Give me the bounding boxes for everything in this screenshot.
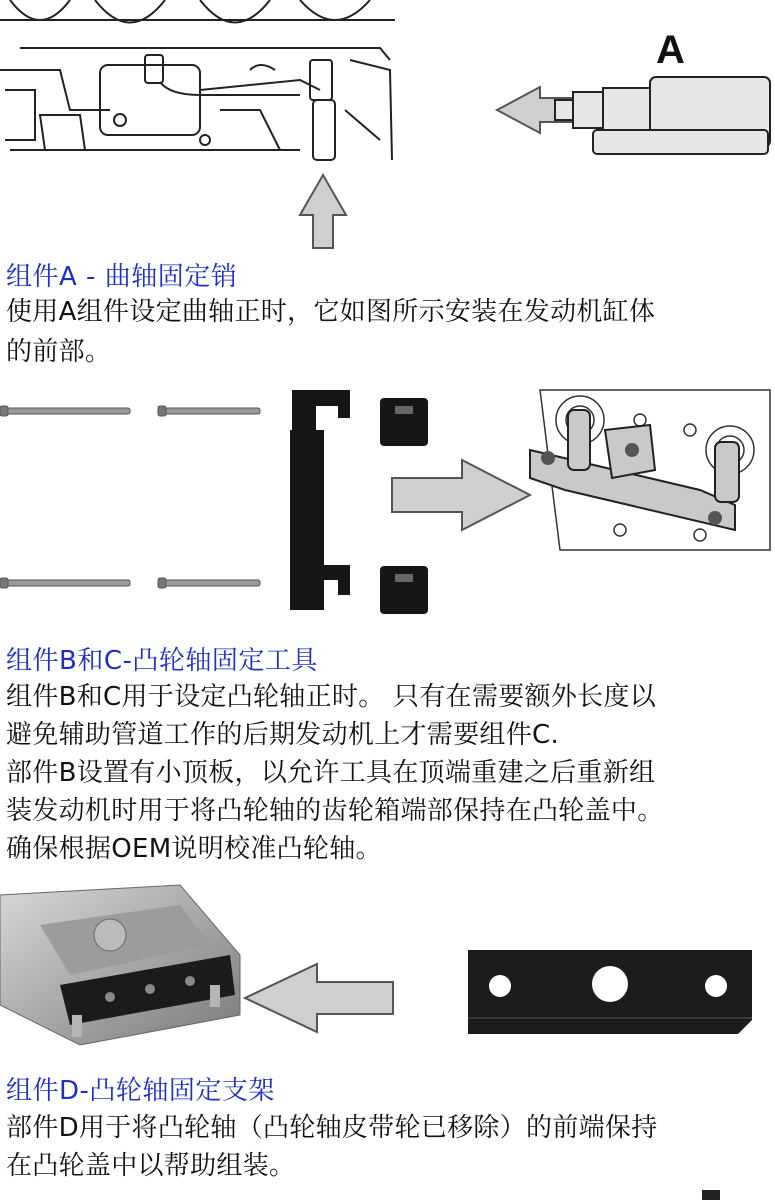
tool-a-drawing bbox=[445, 20, 775, 190]
left-arrow-d bbox=[245, 960, 405, 1040]
camshaft-bracket-photo bbox=[468, 950, 758, 1040]
section-d-heading: 组件D-凸轮轴固定支架 bbox=[6, 1076, 275, 1106]
section-bc-line-2: 避免辅助管道工作的后期发动机上才需要组件C. bbox=[6, 720, 560, 750]
bolts-and-tools-drawing bbox=[0, 370, 775, 620]
section-bc-line-1: 组件B和C用于设定凸轮轴正时。 只有在需要额外长度以 bbox=[6, 682, 657, 712]
cylinder-head-photo bbox=[0, 885, 240, 1045]
section-bc-line-3: 部件B设置有小顶板，以允许工具在顶端重建之后重新组 bbox=[6, 758, 656, 788]
section-bc-line-5: 确保根据OEM说明校准凸轮轴。 bbox=[6, 834, 382, 864]
section-bc-heading: 组件B和C-凸轮轴固定工具 bbox=[6, 646, 318, 676]
diagram-label-a: A bbox=[656, 28, 685, 72]
next-figure-fragment bbox=[702, 1190, 720, 1200]
section-a-line-2: 的前部。 bbox=[6, 337, 112, 367]
section-bc-line-4: 装发动机时用于将凸轮轴的齿轮箱端部保持在凸轮盖中。 bbox=[6, 796, 664, 826]
section-d-line-2: 在凸轮盖中以帮助组装。 bbox=[6, 1151, 296, 1181]
section-a-line-1: 使用A组件设定曲轴正时，它如图所示安装在发动机缸体 bbox=[6, 297, 656, 327]
section-a-heading: 组件A - 曲轴固定销 bbox=[6, 262, 238, 292]
section-d-line-1: 部件D用于将凸轮轴（凸轮轴皮带轮已移除）的前端保持 bbox=[6, 1113, 658, 1143]
engine-block-drawing bbox=[0, 0, 400, 250]
